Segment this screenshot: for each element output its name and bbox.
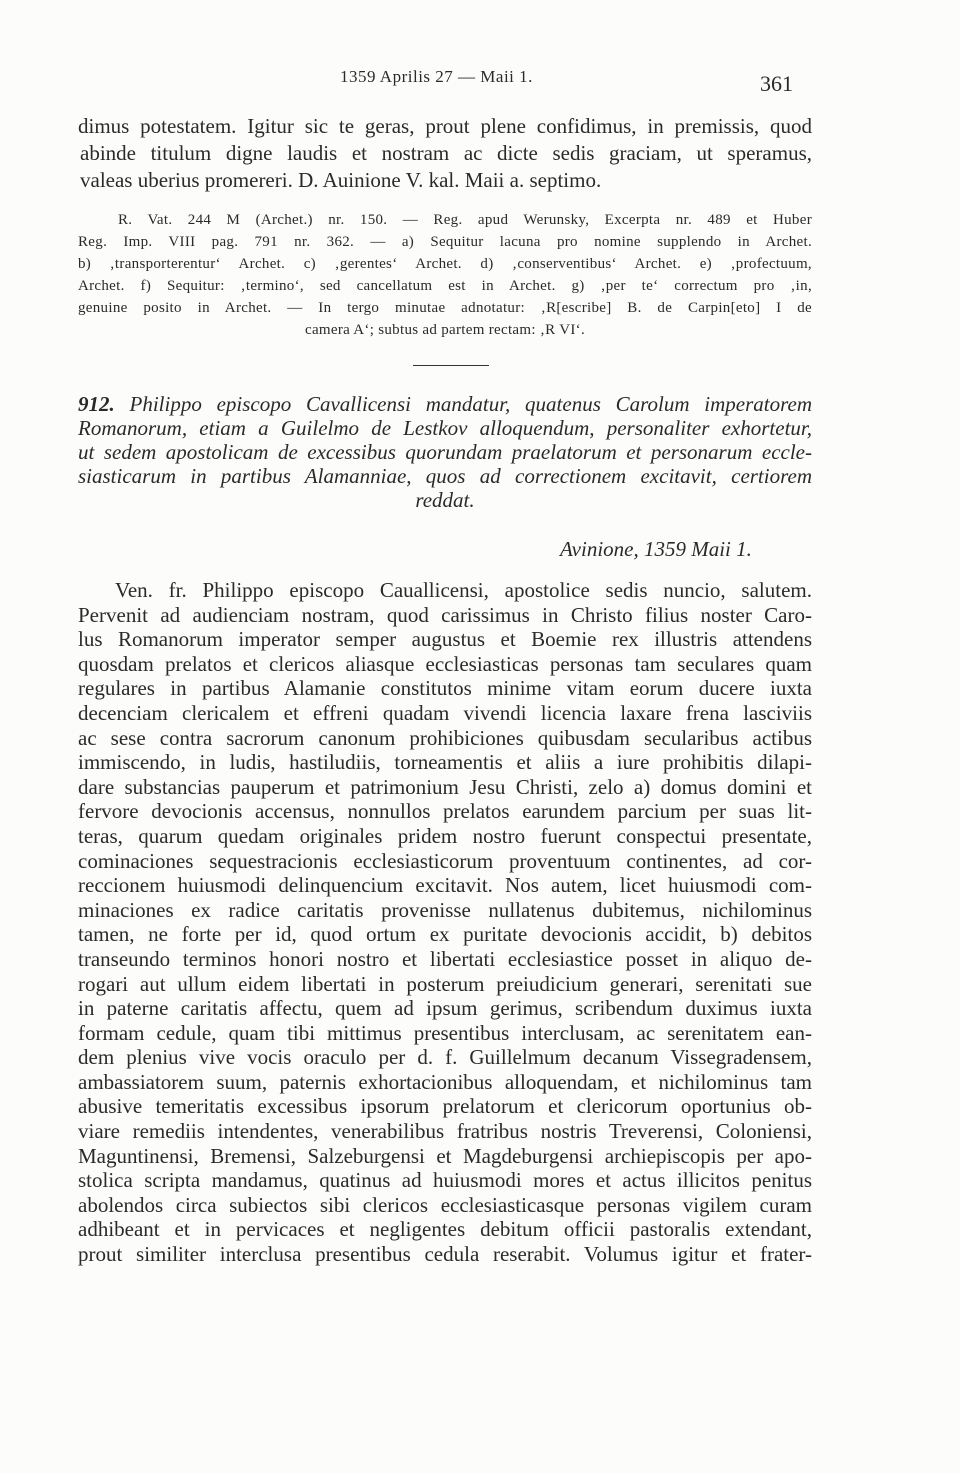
body-line: abusive temeritatis excessibus ipsorum prelatorum et clericorum oportunius ob-	[78, 1094, 812, 1119]
body-line: Ven. fr. Philippo episcopo Cauallicensi, apostolice sedis nuncio, salutem.	[115, 578, 812, 602]
footnotes	[78, 209, 812, 341]
body-line: tamen, ne forte per id, quod ortum ex puritate devocionis accidit, b) debitos	[78, 922, 812, 947]
page-header	[0, 63, 960, 96]
summary-line: siasticarum in partibus Alamanniae, quos ad correctionem excitavit, certiorem	[78, 464, 812, 488]
body-line: teras, quarum quedam originales pridem nostro fuerunt conspectui presentate,	[78, 823, 812, 848]
body-line: viare remediis intendentes, venerabilibus fratribus nostris Treverensi, Coloniensi,	[78, 1119, 812, 1144]
summary-line	[78, 392, 812, 416]
note-line: genuine posito in Archet. — In tergo minutae adnotatur: ‚R[escribe] B. de Carpin[eto] I de	[78, 300, 812, 316]
body-line: ac sese contra sacrorum canonum prohibiciones quibusdam secularibus actibus	[78, 725, 812, 750]
body-line: reccionem huiusmodi delinquencium excitavit. Nos autem, licet huiusmodi com-	[78, 873, 812, 898]
note-line: b) ‚transporterentur‘ Archet. c) ‚gerentes‘ Archet. d) ‚conserventibus‘ Archet. e) ‚profectuum,	[78, 256, 812, 272]
document-body	[78, 578, 812, 1267]
body-line: prout similiter interclusa presentibus cedula reserabit. Volumus igitur et frater-	[78, 1242, 812, 1267]
summary-line: ut sedem apostolicam de excessibus quorundam praelatorum et personarum eccle-	[78, 440, 812, 464]
summary-line: reddat.	[415, 488, 475, 512]
body-line: stolica scripta mandamus, quatinus ad huiusmodi mores et actus illicitos penitus	[78, 1168, 812, 1193]
running-head: 1359 Aprilis 27 — Maii 1.	[340, 67, 533, 86]
body-line: quosdam prelatos et clericos aliasque ecclesiasticas personas tam seculares quam	[78, 651, 812, 676]
body-line: transeundo terminos honori nostro et libertati ecclesiastice posset in aliquo de-	[78, 946, 812, 971]
note-line: Reg. Imp. VIII pag. 791 nr. 362. — a) Sequitur lacuna pro nomine supplendo in Archet.	[78, 234, 812, 250]
body-line: abolendos circa subiectos sibi clericos ecclesiasticasque personas vigilem curam	[78, 1192, 812, 1217]
note-line: R. Vat. 244 M (Archet.) nr. 150. — Reg. apud Werunsky, Excerpta nr. 489 et Huber	[118, 212, 812, 228]
intro-paragraph	[78, 113, 812, 194]
body-line: fervore devocionis accensus, nonnullos prelatos earundem parcium per suas lit-	[78, 799, 812, 824]
body-line: lus Romanorum imperator semper augustus et Boemie rex illustris attendens	[78, 627, 812, 652]
body-line: immiscendo, in ludis, hastiludiis, torneamentis et aliis a iure prohibitis dilapi-	[78, 750, 812, 775]
body-line: dem plenius vive vocis oraculo per d. f. Guillelmum decanum Vissegradensem,	[78, 1045, 812, 1070]
intro-line: abinde titulum digne laudis et nostram ac dicte sedis graciam, ut speramus,	[80, 141, 812, 165]
body-line: regulares in partibus Alamanie constitutos minime vitam eorum ducere iuxta	[78, 676, 812, 701]
body-line: dare substancias pauperum et patrimonium Jesu Christi, zelo a) domus domini et	[78, 774, 812, 799]
document-number: 912.	[78, 392, 115, 416]
summary-text: Philippo episcopo Cavallicensi mandatur, quatenus Carolum imperatorem	[129, 392, 812, 416]
document-summary	[78, 392, 812, 512]
section-divider	[413, 365, 489, 366]
note-line: Archet. f) Sequitur: ‚termino‘, sed cancellatum est in Archet. g) ‚per te‘ correctum pro ‚in,	[78, 278, 812, 294]
body-line: decenciam clericalem et effreni quadam vivendi licencia laxare frena lasciviis	[78, 700, 812, 725]
body-line: rogari aut ullum eidem libertati in posterum preiudicium generari, serenitati sue	[78, 971, 812, 996]
body-line: formam cedule, quam tibi mittimus presentibus interclusam, ac serenitatem ean-	[78, 1020, 812, 1045]
page-number: 361	[760, 71, 793, 96]
intro-line: valeas uberius promereri. D. Auinione V. kal. Maii a. septimo.	[80, 168, 602, 192]
body-line: Maguntinensi, Bremensi, Salzeburgensi et Magdeburgensi archiepiscopis per apo-	[78, 1143, 812, 1168]
note-line: camera A‘; subtus ad partem rectam: ‚R VI‘.	[304, 322, 586, 338]
intro-line: dimus potestatem. Igitur sic te geras, prout plene confidimus, in premissis, quod	[78, 114, 812, 138]
body-line: in paterne caritatis affectu, quem ad ipsum gerimus, scribendum duximus iuxta	[78, 996, 812, 1021]
body-line: ambassiatorem suum, paternis exhortacionibus alloquendam, et nichilominus tam	[78, 1069, 812, 1094]
body-line: cominaciones sequestracionis ecclesiasticorum proventuum continentes, ad cor-	[78, 848, 812, 873]
body-line: minaciones ex radice caritatis provenisse nullatenus dubitemus, nichilominus	[78, 897, 812, 922]
summary-line: Romanorum, etiam a Guilelmo de Lestkov alloquendum, personaliter exhortetur,	[78, 416, 812, 440]
place-date: Avinione, 1359 Maii 1.	[560, 537, 752, 561]
body-line: Pervenit ad audienciam nostram, quod carissimus in Christo filius noster Caro-	[78, 602, 812, 627]
body-line: adhibeant et in pervicaces et negligentes debitum officii pastoralis extendant,	[78, 1217, 812, 1242]
